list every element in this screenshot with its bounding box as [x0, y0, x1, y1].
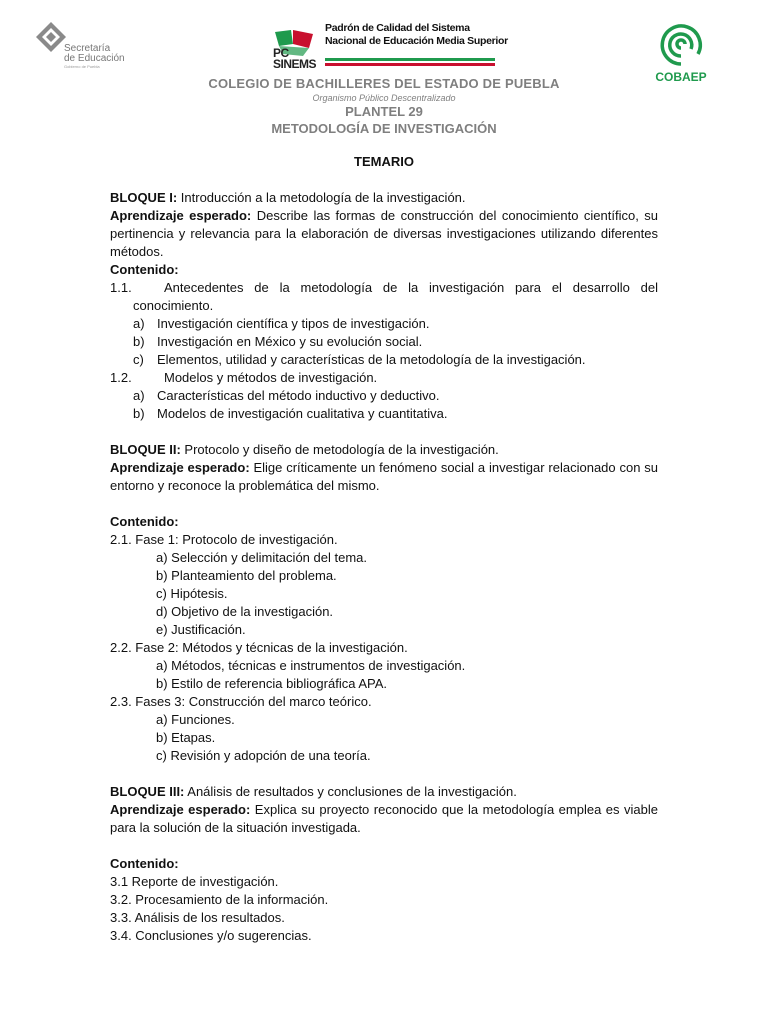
sub-letter: a) — [133, 316, 145, 331]
bloque1-aprendizaje-label: Aprendizaje esperado: — [110, 208, 252, 223]
item-number: 1.1. — [110, 280, 132, 295]
materia-title: METODOLOGÍA DE INVESTIGACIÓN — [271, 121, 497, 136]
bloque2-list — [110, 531, 658, 765]
sub-item — [110, 351, 658, 369]
bloque2-title — [110, 441, 658, 459]
list-line: 2.2. Fase 2: Métodos y técnicas de la investigación. — [110, 640, 408, 655]
bloque2-text: Protocolo y diseño de metodología de la investigación. — [180, 442, 499, 457]
green-bar — [325, 58, 495, 61]
list-line: b) Etapas. — [156, 730, 216, 745]
colegio-title: COLEGIO DE BACHILLERES DEL ESTADO DE PUEBLA — [208, 76, 560, 91]
bloque3-aprendizaje-label: Aprendizaje esperado: — [110, 802, 251, 817]
item-text: Modelos y métodos de investigación. — [164, 370, 378, 385]
cobaep-spiral-icon — [646, 20, 716, 70]
sub-text: Características del método inductivo y deductivo. — [157, 388, 440, 403]
sub-letter: b) — [133, 334, 145, 349]
sub-item — [110, 333, 658, 351]
sub-letter: a) — [133, 388, 145, 403]
pc-title-line2: Nacional de Educación Media Superior — [325, 35, 508, 47]
sinems-mark-text: SINEMS — [273, 57, 317, 71]
pc-title-line1: Padrón de Calidad del Sistema — [325, 22, 470, 34]
sep-diamond-icon — [36, 22, 66, 52]
bloque3-list — [110, 873, 658, 945]
bloque1-label: BLOQUE I: — [110, 190, 178, 205]
bloque3-label: BLOQUE III: — [110, 784, 185, 799]
sub-item — [110, 405, 658, 423]
sep-logo — [36, 18, 156, 68]
bloque2-contenido-label — [110, 513, 658, 531]
bloque2-aprendizaje-text: Elige críticamente un fenómeno social a investigar relacionado con su entorno y reconoce la problemática del mismo. — [110, 460, 658, 493]
sub-item — [110, 387, 658, 405]
sub-letter: c) — [133, 352, 144, 367]
sep-logo-text — [64, 44, 125, 70]
sep-line2: de Educación — [64, 53, 125, 64]
list-line: a) Selección y delimitación del tema. — [156, 550, 367, 565]
list-line: e) Justificación. — [156, 622, 246, 637]
sub-text: Modelos de investigación cualitativa y cuantitativa. — [157, 406, 448, 421]
list-line: b) Planteamiento del problema. — [156, 568, 337, 583]
bloque1-text: Introducción a la metodología de la investigación. — [177, 190, 466, 205]
sub-item — [110, 315, 658, 333]
bloque3-aprendizaje — [110, 801, 658, 837]
list-line: b) Estilo de referencia bibliográfica APA. — [156, 676, 387, 691]
list-line: 3.1 Reporte de investigación. — [110, 874, 279, 889]
bloque1-title — [110, 189, 658, 207]
pc-sinems-logo — [273, 20, 513, 76]
plantel-title: PLANTEL 29 — [345, 104, 423, 119]
sub-text: Investigación científica y tipos de investigación. — [157, 316, 430, 331]
temario-heading: TEMARIO — [354, 154, 414, 169]
list-line: a) Funciones. — [156, 712, 235, 727]
bloque3-aprendizaje-text: Explica su proyecto reconocido que la metodología emplea es viable para la solución de la situación investigada. — [110, 802, 658, 835]
sep-line1: Secretaría — [64, 43, 111, 54]
item-text-continuation: conocimiento. — [133, 298, 214, 313]
bloque1-aprendizaje — [110, 207, 658, 261]
bloque3-title — [110, 783, 658, 801]
bloque2-aprendizaje — [110, 459, 658, 495]
contenido-label: Contenido: — [110, 514, 179, 529]
contenido-label: Contenido: — [110, 856, 179, 871]
list-line: 2.1. Fase 1: Protocolo de investigación. — [110, 532, 338, 547]
bloque1-contenido-label — [110, 261, 658, 279]
list-line: d) Objetivo de la investigación. — [156, 604, 334, 619]
list-line: 3.4. Conclusiones y/o sugerencias. — [110, 928, 312, 943]
sub-letter: b) — [133, 406, 145, 421]
bloque3-text: Análisis de resultados y conclusiones de la investigación. — [184, 784, 517, 799]
red-bar — [325, 63, 495, 66]
contenido-label: Contenido: — [110, 262, 179, 277]
pc-mark-text: PC — [273, 46, 289, 60]
organismo-subtitle: Organismo Público Descentralizado — [312, 93, 456, 103]
sep-line3: Gobierno de Puebla — [64, 64, 100, 69]
item-text: Antecedentes de la metodología de la investigación para el desarrollo del — [164, 280, 658, 295]
sub-text: Investigación en México y su evolución social. — [157, 334, 423, 349]
pc-title — [325, 22, 508, 48]
bloque1-aprendizaje-text: Describe las formas de construcción del conocimiento científico, su pertinencia y relevancia para la elaboración de diversas investigaciones utilizando diferentes métodos. — [110, 208, 658, 259]
item-1-1 — [110, 279, 658, 297]
item-number: 1.2. — [110, 370, 132, 385]
temario-content — [110, 189, 658, 945]
cobaep-label: COBAEP — [655, 70, 707, 84]
list-line: c) Hipótesis. — [156, 586, 228, 601]
bloque3-contenido-label — [110, 855, 658, 873]
bloque2-aprendizaje-label: Aprendizaje esperado: — [110, 460, 250, 475]
list-line: 3.2. Procesamiento de la información. — [110, 892, 329, 907]
pc-color-bars — [325, 58, 495, 68]
pc-sinems-text — [273, 48, 316, 70]
item-1-2 — [110, 369, 658, 387]
list-line: 3.3. Análisis de los resultados. — [110, 910, 285, 925]
bloque2-label: BLOQUE II: — [110, 442, 181, 457]
list-line: c) Revisión y adopción de una teoría. — [156, 748, 371, 763]
list-line: 2.3. Fases 3: Construcción del marco teórico. — [110, 694, 372, 709]
list-line: a) Métodos, técnicas e instrumentos de investigación. — [156, 658, 466, 673]
sub-text: Elementos, utilidad y características de la metodología de la investigación. — [157, 352, 586, 367]
